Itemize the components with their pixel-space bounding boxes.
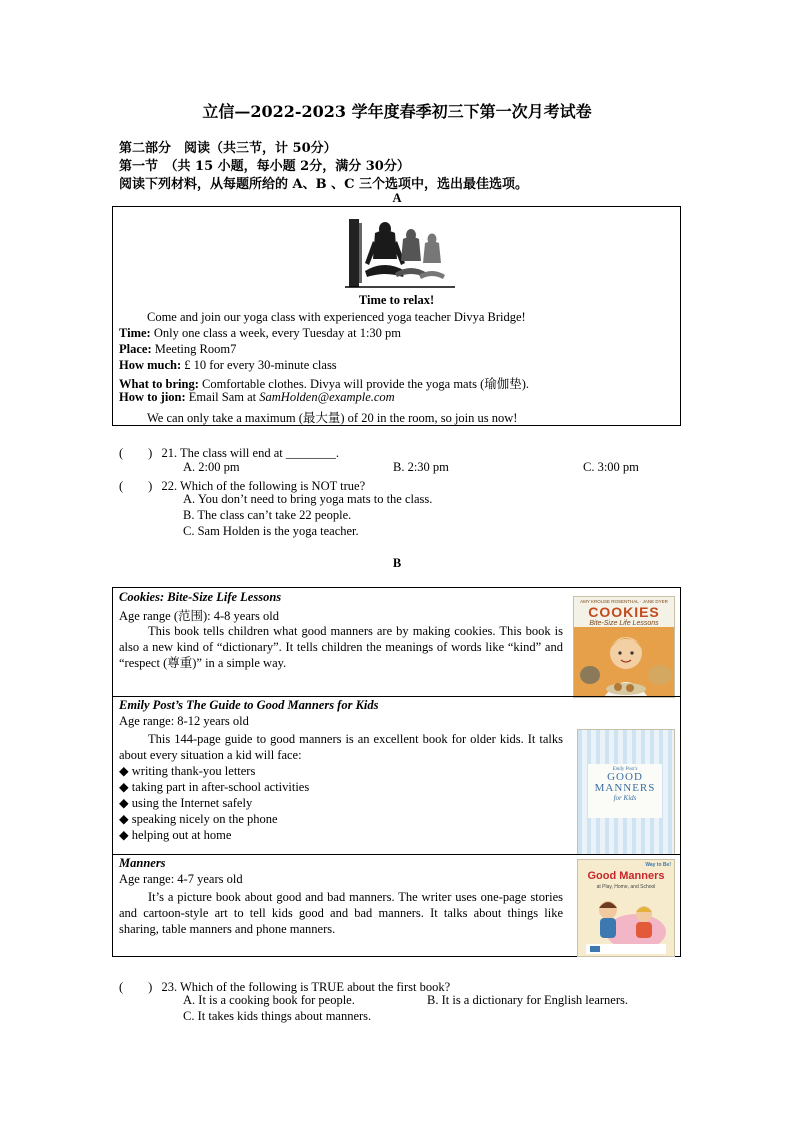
good-manners-cover-title: GOOD MANNERS	[594, 771, 656, 794]
section-heading: 第一节 （共 15 小题，每小题 2分，满分 30分）	[119, 159, 410, 174]
book-2-bullet-5	[119, 827, 231, 843]
book-2-bullet-3	[119, 795, 252, 811]
answer-paren: ( )	[119, 479, 153, 493]
good-manners-cover-subtitle: for Kids	[613, 794, 637, 802]
part-heading: 第二部分 阅读（共三节，计 50分）	[119, 141, 337, 156]
q22-option-a: A. You don’t need to bring yoga mats to the class.	[183, 492, 433, 506]
q22-option-b: B. The class can’t take 22 people.	[183, 508, 352, 522]
book-2-age: Age range: 8-12 years old	[119, 714, 249, 728]
book-3-title: Manners	[119, 856, 166, 870]
q21-option-b: B. 2:30 pm	[393, 460, 449, 474]
book-3-description: It’s a picture book about good and bad manners. The writer uses one-page stories and cartoon-style art to tell kids good and bad manners. It talks about things like sharing, table manners and phone manners.	[119, 890, 563, 936]
question-text: 22. Which of the following is NOT true?	[161, 479, 366, 493]
join-email: SamHolden@example.com	[259, 390, 395, 404]
answer-paren: ( )	[119, 446, 153, 460]
bullet-icon: ◆	[119, 780, 129, 794]
book-divider-1	[113, 696, 680, 697]
manners-picture-book-cover	[577, 859, 675, 957]
yoga-class-illustration	[345, 213, 455, 291]
row-time	[119, 326, 401, 341]
place-value: Meeting Room7	[151, 342, 237, 356]
bring-label: What to bring:	[119, 377, 199, 391]
time-value: Only one class a week, every Tuesday at 1:30 pm	[150, 326, 402, 340]
instruction-text: 阅读下列材料，从每题所给的 A、B 、C 三个选项中，选出最佳选项。	[119, 177, 528, 192]
yoga-heading: Time to relax!	[358, 293, 435, 307]
book-2-bullet-1	[119, 763, 255, 779]
good-manners-kids-cover	[577, 729, 675, 855]
question-text: 23. Which of the following is TRUE about the first book?	[161, 980, 451, 994]
q23-option-c: C. It takes kids things about manners.	[183, 1009, 372, 1023]
row-join	[119, 390, 395, 405]
way-to-be-label: Way to Be!	[645, 862, 671, 868]
bullet-text: writing thank-you letters	[131, 764, 256, 778]
book-1-age: Age range (范围): 4-8 years old	[119, 609, 280, 623]
cookies-illustrator: JANE DYER	[642, 599, 668, 604]
yoga-intro: Come and join our yoga class with experienced yoga teacher Divya Bridge!	[147, 310, 526, 324]
q21-option-a: A. 2:00 pm	[183, 460, 240, 474]
bullet-text: speaking nicely on the phone	[131, 812, 278, 826]
join-value: Email Sam at	[185, 390, 260, 404]
bullet-icon: ◆	[119, 764, 129, 778]
row-place	[119, 342, 236, 357]
cookies-cover-subtitle: Bite-Size Life Lessons	[589, 620, 659, 627]
passage-b-box	[112, 587, 681, 957]
bullet-text: using the Internet safely	[131, 796, 253, 810]
book-2-title: Emily Post’s The Guide to Good Manners for Kids	[119, 698, 379, 712]
passage-a-label: A	[392, 191, 402, 205]
book-2-bullet-4	[119, 811, 278, 827]
q23-option-a: A. It is a cooking book for people.	[183, 993, 355, 1007]
price-label: How much:	[119, 358, 182, 372]
place-label: Place:	[119, 342, 152, 356]
q22-option-c: C. Sam Holden is the yoga teacher.	[183, 524, 359, 538]
bring-value: Comfortable clothes. Divya will provide the yoga mats (瑜伽垫).	[198, 377, 530, 391]
book-divider-2	[113, 854, 680, 855]
price-value: £ 10 for every 30-minute class	[181, 358, 337, 372]
book-2-bullet-2	[119, 779, 309, 795]
bullet-icon: ◆	[119, 812, 129, 826]
join-label: How to jion:	[119, 390, 186, 404]
time-label: Time:	[119, 326, 151, 340]
girl-with-cookies-illustration	[574, 627, 674, 697]
yoga-closing: We can only take a maximum (最大量) of 20 in the room, so join us now!	[147, 411, 518, 425]
q23-option-b: B. It is a dictionary for English learners.	[427, 993, 628, 1007]
book-1-description: This book tells children what good manners are by making cookies. This book is also a new kind of “dictionary”. It tells children the meanings of words like “kind” and “respect (尊重)” in a simple way.	[119, 624, 563, 670]
manners-cover-subtitle: at Play, Home, and School	[596, 884, 656, 890]
book-3-age: Age range: 4-7 years old	[119, 872, 243, 886]
bullet-text: helping out at home	[131, 828, 232, 842]
book-1-title: Cookies: Bite-Size Life Lessons	[119, 590, 282, 604]
cookies-author: AMY KROUSE ROSENTHAL	[580, 599, 639, 604]
question-text: 21. The class will end at ________.	[161, 446, 339, 460]
emily-post-brand: Emily Post's	[612, 767, 638, 772]
bullet-icon: ◆	[119, 828, 129, 842]
answer-paren: ( )	[119, 980, 153, 994]
cartoon-kids-illustration	[578, 892, 674, 956]
q21-option-c: C. 3:00 pm	[583, 460, 639, 474]
row-price	[119, 358, 337, 373]
bullet-icon: ◆	[119, 796, 129, 810]
manners-cover-title: Good Manners	[587, 870, 665, 882]
question-21	[119, 443, 339, 461]
cookies-cover-title: COOKIES	[588, 604, 660, 620]
passage-b-label: B	[392, 556, 402, 570]
book-2-description: This 144-page guide to good manners is an excellent book for older kids. It talks about every situation a kid will face:	[119, 732, 563, 762]
exam-title: 立信—2022-2023 学年度春季初三下第一次月考试卷	[202, 102, 592, 121]
passage-a-box	[112, 206, 681, 426]
bullet-text: taking part in after-school activities	[131, 780, 310, 794]
cookies-book-cover: AMY KROUSE ROSENTHAL · JANE DYER COOKIES Bite-Size Life Lessons	[573, 596, 675, 698]
